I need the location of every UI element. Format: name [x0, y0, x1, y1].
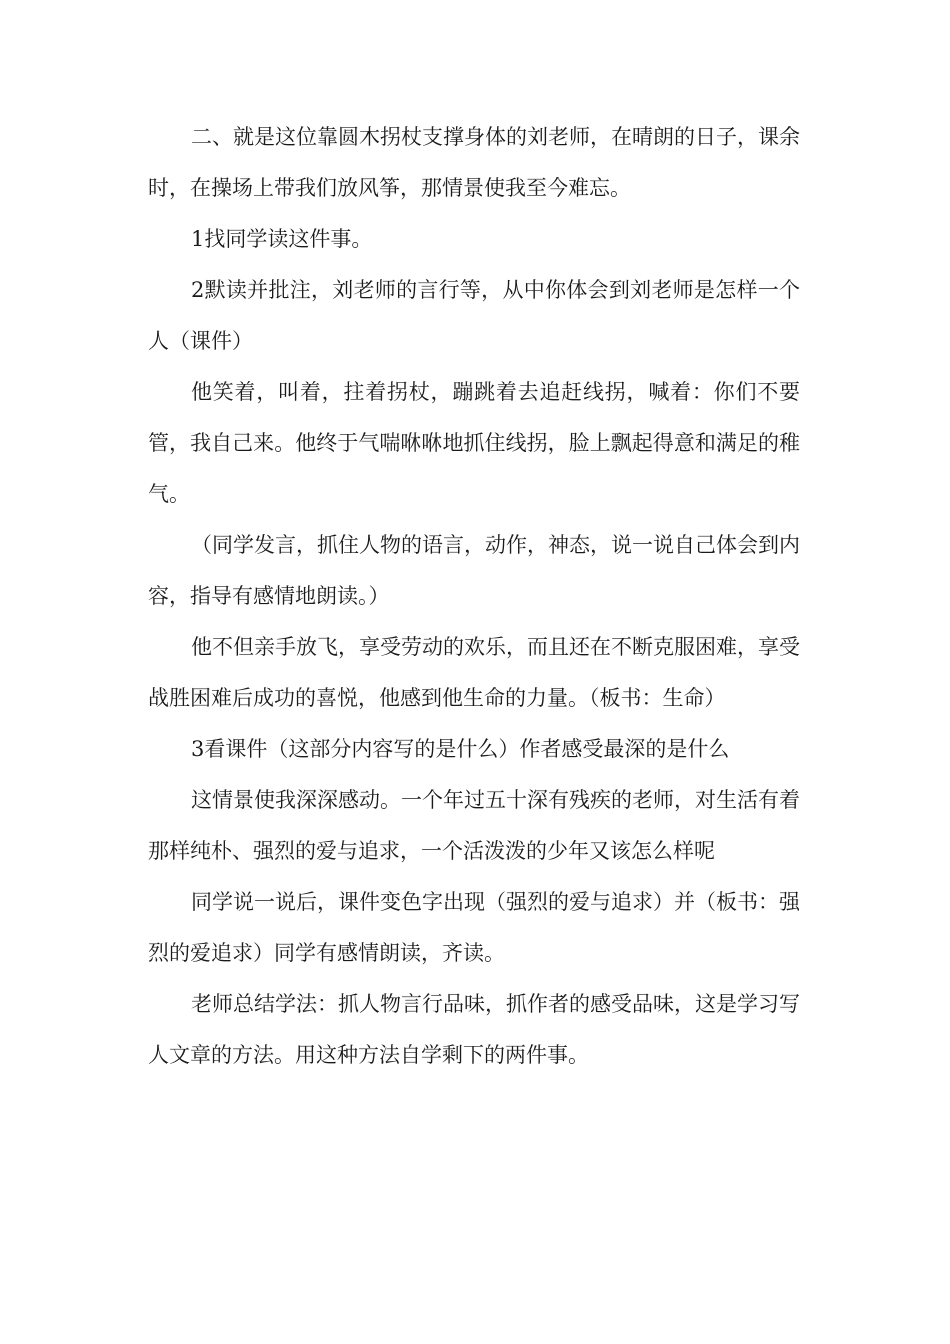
paragraph-step-2: 2默读并批注，刘老师的言行等，从中你体会到刘老师是怎样一个人（课件）	[148, 278, 800, 353]
paragraph-deeply-moved: 这情景使我深深感动。一个年过五十深有残疾的老师，对生活有着那样纯朴、强烈的爱与追求，一个活泼泼的少年又该怎么样呢	[148, 788, 800, 863]
paragraph-quote-teacher: 他笑着，叫着，拄着拐杖，蹦跳着去追赶线拐，喊着：你们不要管，我自己来。他终于气喘咻咻地抓住线拐，脸上飘起得意和满足的稚气。	[148, 380, 800, 506]
paragraph-student-discussion: （同学发言，抓住人物的语言，动作，神态，说一说自己体会到内容，指导有感情地朗读。）	[148, 533, 800, 608]
paragraph-summary: 老师总结学法：抓人物言行品味，抓作者的感受品味，这是学习写人文章的方法。用这种方法自学剩下的两件事。	[148, 992, 800, 1067]
paragraph-step-1: 1找同学读这件事。	[191, 227, 373, 251]
paragraph-step-3: 3看课件（这部分内容写的是什么）作者感受最深的是什么	[191, 737, 730, 761]
paragraph-courseware-highlight: 同学说一说后，课件变色字出现（强烈的爱与追求）并（板书：强烈的爱追求）同学有感情朗读，齐读。	[148, 890, 800, 965]
document-body	[148, 112, 800, 1081]
paragraph-intro: 二、就是这位靠圆木拐杖支撑身体的刘老师，在晴朗的日子，课余时，在操场上带我们放风筝，那情景使我至今难忘。	[148, 125, 800, 200]
paragraph-life-power: 他不但亲手放飞，享受劳动的欢乐，而且还在不断克服困难，享受战胜困难后成功的喜悦，他感到他生命的力量。（板书：生命）	[148, 635, 800, 710]
